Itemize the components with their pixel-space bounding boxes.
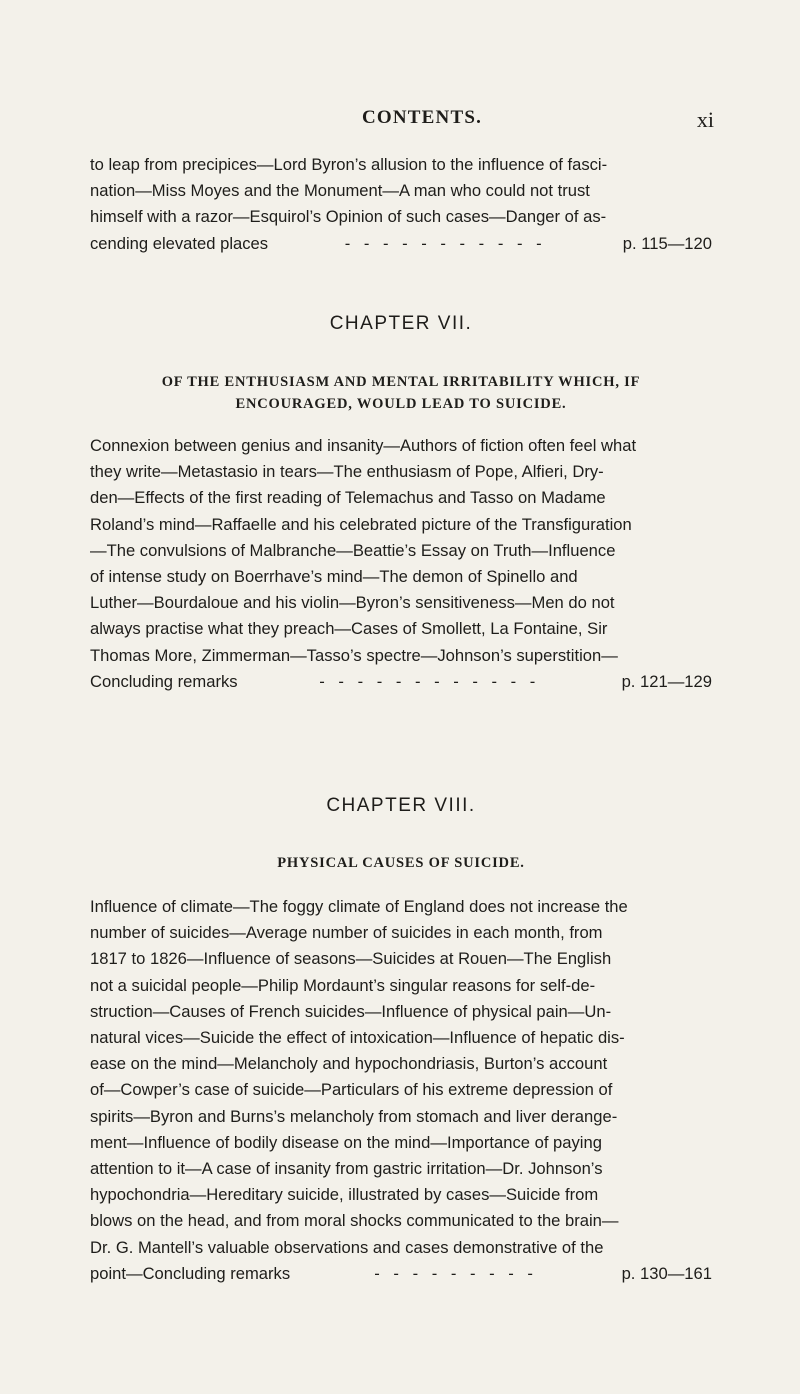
dot-leaders: - - - - - - - - - - -	[344, 233, 547, 253]
chapter-vii-summary	[90, 433, 712, 695]
summary-line: Influence of climate—The foggy climate of England does not increase the	[90, 897, 628, 916]
chapter-vii-title	[90, 371, 712, 415]
chapter-title-line: OF THE ENTHUSIASM AND MENTAL IRRITABILITY WHICH, IF	[161, 374, 641, 390]
chapter-viii-heading: CHAPTER VIII.	[326, 795, 476, 816]
page-range: p. 121—129	[621, 671, 712, 691]
summary-line: Luther—Bourdaloue and his violin—Byron’s sensitiveness—Men do not	[90, 593, 615, 613]
chapter-viii-title	[90, 852, 712, 874]
summary-line: Thomas More, Zimmerman—Tasso’s spectre—Johnson’s superstition—	[90, 645, 618, 665]
chapter-vi-summary-continuation	[90, 152, 712, 257]
summary-line: natural vices—Suicide the effect of intoxication—Influence of hepatic dis-	[90, 1028, 625, 1048]
page-range: p. 115—120	[622, 233, 712, 253]
summary-line: of intense study on Boerrhave’s mind—The demon of Spinello and	[90, 567, 578, 587]
summary-line: number of suicides—Average number of suicides in each month, from	[90, 923, 603, 943]
summary-line-text: cending elevated places	[90, 233, 269, 253]
summary-line: ment—Influence of bodily disease on the mind—Importance of paying	[90, 1132, 602, 1152]
chapter-title-line: ENCOURAGED, WOULD LEAD TO SUICIDE.	[235, 396, 567, 412]
summary-line: Connexion between genius and insanity—Authors of fiction often feel what	[90, 436, 637, 455]
summary-line-text: Concluding remarks	[90, 671, 238, 691]
page-range: p. 130—161	[621, 1263, 712, 1283]
summary-line: blows on the head, and from moral shocks communicated to the brain—	[90, 1211, 619, 1231]
summary-last-line	[90, 231, 712, 257]
summary-line: den—Effects of the first reading of Telemachus and Tasso on Madame	[90, 488, 606, 508]
summary-line: not a suicidal people—Philip Mordaunt’s singular reasons for self-de-	[90, 975, 596, 995]
summary-line: —The convulsions of Malbranche—Beattie’s Essay on Truth—Influence	[90, 540, 616, 560]
summary-line: Dr. G. Mantell’s valuable observations and cases demonstrative of the	[90, 1237, 604, 1257]
summary-last-line	[90, 1261, 712, 1287]
running-head	[130, 107, 714, 137]
chapter-vii-heading: CHAPTER VII.	[329, 313, 473, 334]
running-head-title: CONTENTS.	[361, 107, 483, 128]
summary-line: of—Cowper’s case of suicide—Particulars of his extreme depression of	[90, 1080, 613, 1100]
chapter-viii-summary	[90, 894, 712, 1287]
page-number: xi	[696, 107, 714, 132]
summary-line: hypochondria—Hereditary suicide, illustrated by cases—Suicide from	[90, 1185, 599, 1205]
summary-line: struction—Causes of French suicides—Influence of physical pain—Un-	[90, 1001, 612, 1021]
summary-last-line	[90, 669, 712, 695]
summary-line-text: point—Concluding remarks	[90, 1263, 291, 1283]
summary-line: ease on the mind—Melancholy and hypochondriasis, Burton’s account	[90, 1054, 608, 1074]
summary-line: spirits—Byron and Burns’s melancholy from stomach and liver derange-	[90, 1106, 618, 1126]
summary-line: always practise what they preach—Cases of Smollett, La Fontaine, Sir	[90, 619, 608, 639]
dot-leaders: - - - - - - - - - - - -	[319, 671, 540, 691]
dot-leaders: - - - - - - - - -	[374, 1263, 538, 1283]
summary-line: 1817 to 1826—Influence of seasons—Suicides at Rouen—The English	[90, 949, 612, 969]
summary-line: attention to it—A case of insanity from gastric irritation—Dr. Johnson’s	[90, 1159, 603, 1179]
summary-line: nation—Miss Moyes and the Monument—A man who could not trust	[90, 181, 590, 201]
chapter-title-line: PHYSICAL CAUSES OF SUICIDE.	[277, 855, 525, 871]
summary-line: to leap from precipices—Lord Byron’s allusion to the influence of fasci-	[90, 155, 608, 174]
summary-line: Roland’s mind—Raffaelle and his celebrated picture of the Transfiguration	[90, 514, 632, 534]
summary-line: himself with a razor—Esquirol’s Opinion of such cases—Danger of as-	[90, 207, 607, 227]
summary-line: they write—Metastasio in tears—The enthusiasm of Pope, Alfieri, Dry-	[90, 462, 604, 482]
